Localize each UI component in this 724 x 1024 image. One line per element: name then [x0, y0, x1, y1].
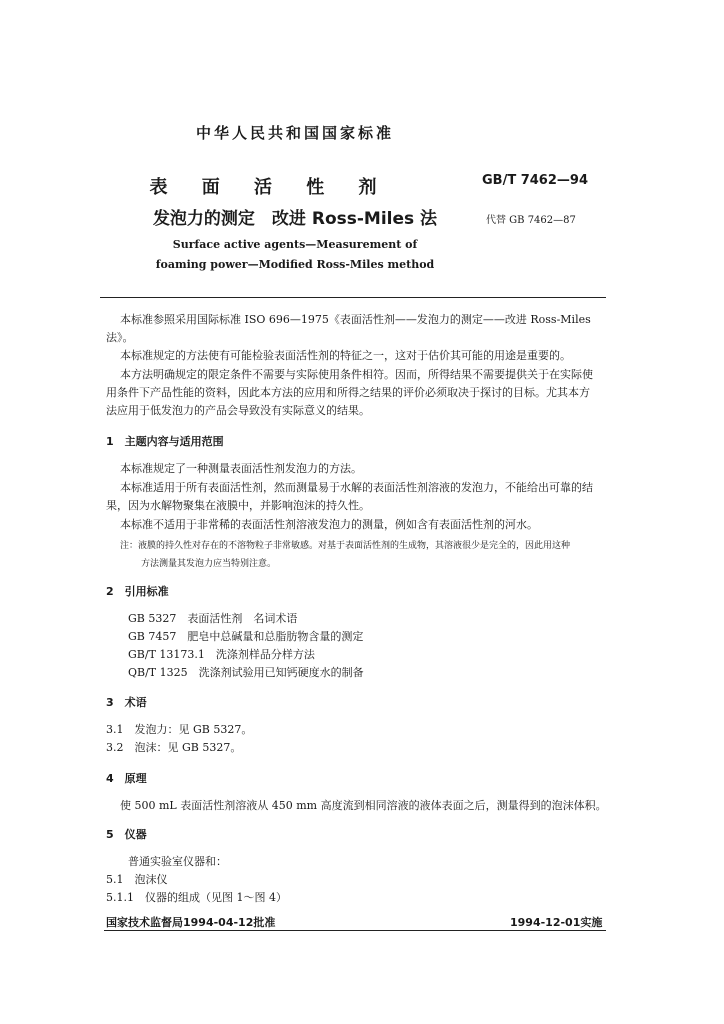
replaces-standard: 代替 GB 7462—87 [486, 215, 576, 226]
subsection-5-1-1: 5.1.1 仪器的组成（见图 1～图 4） [106, 891, 287, 904]
section-1-note-line1: 注：液膜的持久性对存在的不溶物粒子非常敏感。对基于表面活性剂的生成物，其溶液很少是完全的，因此用这种 [120, 541, 571, 551]
section-1-note-line2: 方法测量其发泡力应当特别注意。 [141, 559, 277, 569]
section-1-paragraph-1: 本标准规定了一种测量表面活性剂发泡力的方法。 [120, 462, 362, 475]
section-3-heading: 3 术语 [106, 696, 147, 709]
reference-item: QB/T 1325 洗涤剂试验用已知钙硬度水的制备 [128, 666, 364, 679]
section-5-heading: 5 仪器 [106, 828, 147, 841]
footer-divider [104, 930, 606, 931]
english-title-line1: Surface active agents—Measurement of [172, 238, 418, 251]
term-3-2: 3.2 泡沫：见 GB 5327。 [106, 741, 242, 754]
header-divider [100, 297, 606, 298]
approval-date: 国家技术监督局1994-04-12批准 [106, 916, 276, 929]
term-3-1: 3.1 发泡力：见 GB 5327。 [106, 723, 253, 736]
implementation-date: 1994-12-01实施 [510, 916, 603, 929]
section-4-paragraph: 使 500 mL 表面活性剂溶液从 450 mm 高度流到相同溶液的液体表面之后，测量得到的泡沫体积。 [120, 799, 607, 812]
subsection-5-1: 5.1 泡沫仪 [106, 873, 168, 886]
reference-item: GB 7457 肥皂中总碱量和总脂肪物含量的测定 [128, 630, 364, 643]
intro-paragraph-1-line2: 法》。 [106, 331, 134, 344]
intro-paragraph-1-line1: 本标准参照采用国际标准 ISO 696—1975《表面活性剂——发泡力的测定——改进 Ross-Miles [120, 313, 591, 326]
standard-number: GB/T 7462—94 [482, 173, 588, 188]
intro-paragraph-2: 本标准规定的方法使有可能检验表面活性剂的特征之一，这对于估价其可能的用途是重要的。 [120, 349, 571, 362]
document-title-line2: 发泡力的测定 改进 Ross-Miles 法 [152, 209, 438, 229]
section-1-heading: 1 主题内容与适用范围 [106, 435, 224, 448]
section-1-paragraph-2-line1: 本标准适用于所有表面活性剂，然而测量易于水解的表面活性剂溶液的发泡力，不能给出可靠的结 [120, 481, 593, 494]
english-title-line2: foaming power—Modified Ross-Miles method [155, 258, 435, 271]
section-1-paragraph-2-line2: 果，因为水解物聚集在液膜中，并影响泡沫的持久性。 [106, 499, 370, 512]
intro-paragraph-3-line3: 法应用于低发泡力的产品会导致没有实际意义的结果。 [106, 404, 370, 417]
document-title-line1: 表 面 活 性 剂 [149, 177, 391, 198]
intro-paragraph-3-line1: 本方法明确规定的限定条件不需要与实际使用条件相符。因而，所得结果不需要提供关于在实际使 [120, 368, 593, 381]
issuing-country-standard-heading: 中华人民共和国国家标准 [195, 124, 394, 142]
section-2-heading: 2 引用标准 [106, 585, 169, 598]
section-4-heading: 4 原理 [106, 772, 147, 785]
reference-item: GB/T 13173.1 洗涤剂样品分样方法 [128, 648, 315, 661]
section-1-paragraph-3: 本标准不适用于非常稀的表面活性剂溶液发泡力的测量，例如含有表面活性剂的河水。 [120, 518, 538, 531]
section-5-paragraph: 普通实验室仪器和： [128, 855, 227, 868]
intro-paragraph-3-line2: 用条件下产品性能的资料，因此本方法的应用和所得之结果的评价必须取决于探讨的目标。尤其本方 [106, 386, 590, 399]
reference-item: GB 5327 表面活性剂 名词术语 [128, 612, 298, 625]
